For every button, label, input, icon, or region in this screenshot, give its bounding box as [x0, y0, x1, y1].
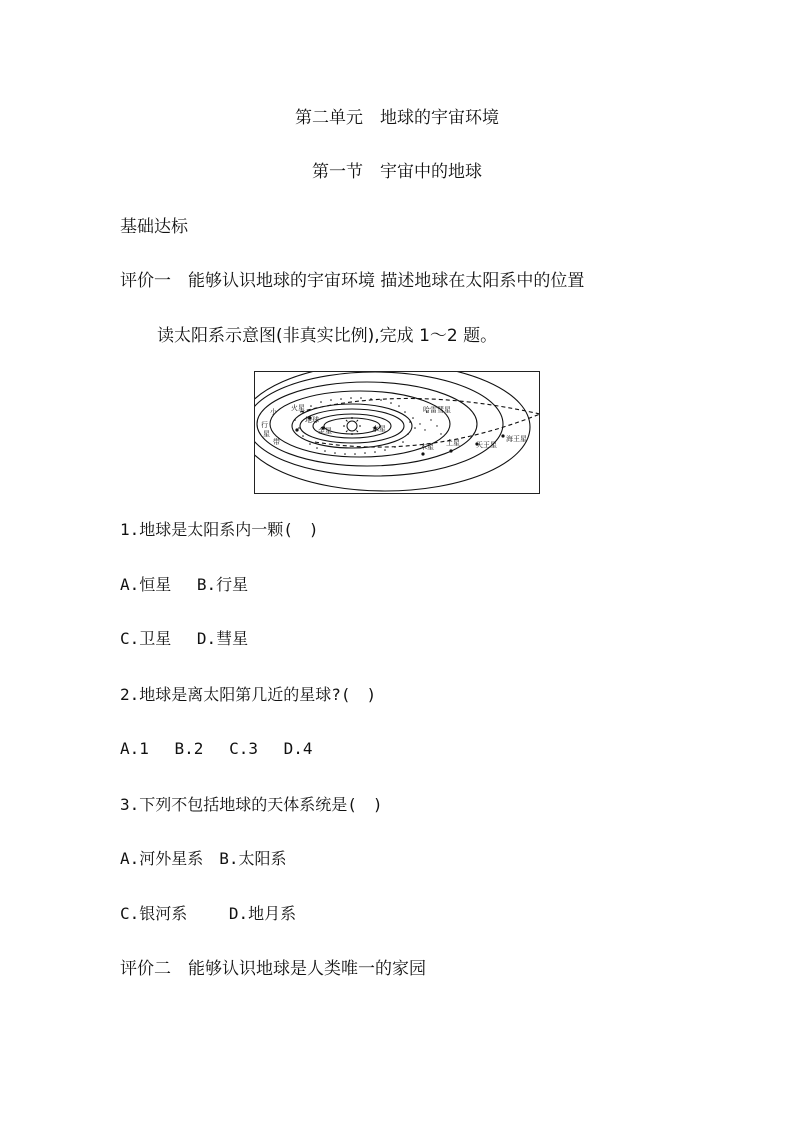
solar-system-diagram [254, 371, 540, 494]
label-venus: 金星 [318, 427, 332, 435]
label-belt-1: 小 [270, 408, 277, 416]
question-3-stem: 3.下列不包括地球的天体系统是( ) [120, 795, 383, 814]
label-mercury: 水星 [372, 425, 386, 433]
label-neptune: 海王星 [506, 435, 527, 443]
label-belt-4: 带 [273, 438, 280, 446]
question-1-options-a-b: A.恒星 B.行星 [120, 575, 249, 594]
question-2-options: A.1 B.2 C.3 D.4 [120, 739, 313, 758]
label-belt-3: 星 [263, 430, 270, 438]
question-3-options-c-d: C.银河系 D.地月系 [120, 904, 297, 923]
label-mars: 火星 [291, 404, 305, 412]
evaluation-one-heading: 评价一 能够认识地球的宇宙环境 描述地球在太阳系中的位置 [120, 271, 585, 291]
sun-icon [343, 417, 361, 435]
unit-title: 第二单元 地球的宇宙环境 [295, 108, 499, 128]
label-earth: 地球 [305, 416, 319, 424]
question-3-options-a-b: A.河外星系 B.太阳系 [120, 849, 287, 868]
instruction-text: 读太阳系示意图(非真实比例),完成 1～2 题。 [157, 326, 498, 346]
label-jupiter: 木星 [420, 443, 434, 451]
label-halley-comet: 哈雷彗星 [423, 406, 451, 414]
outer-orbit-3 [257, 382, 477, 466]
section-title: 第一节 宇宙中的地球 [312, 162, 482, 182]
question-1-stem: 1.地球是太阳系内一颗( ) [120, 520, 319, 539]
label-uranus: 天王星 [476, 441, 497, 449]
solar-system-svg [255, 372, 540, 494]
comet-orbit [300, 398, 540, 414]
label-belt-2: 行 [261, 421, 268, 429]
question-2-stem: 2.地球是离太阳第几近的星球?( ) [120, 685, 377, 704]
label-saturn: 土星 [446, 439, 460, 447]
evaluation-two-heading: 评价二 能够认识地球是人类唯一的家园 [120, 959, 426, 979]
question-1-options-c-d: C.卫星 D.彗星 [120, 629, 249, 648]
basic-heading: 基础达标 [120, 217, 188, 237]
